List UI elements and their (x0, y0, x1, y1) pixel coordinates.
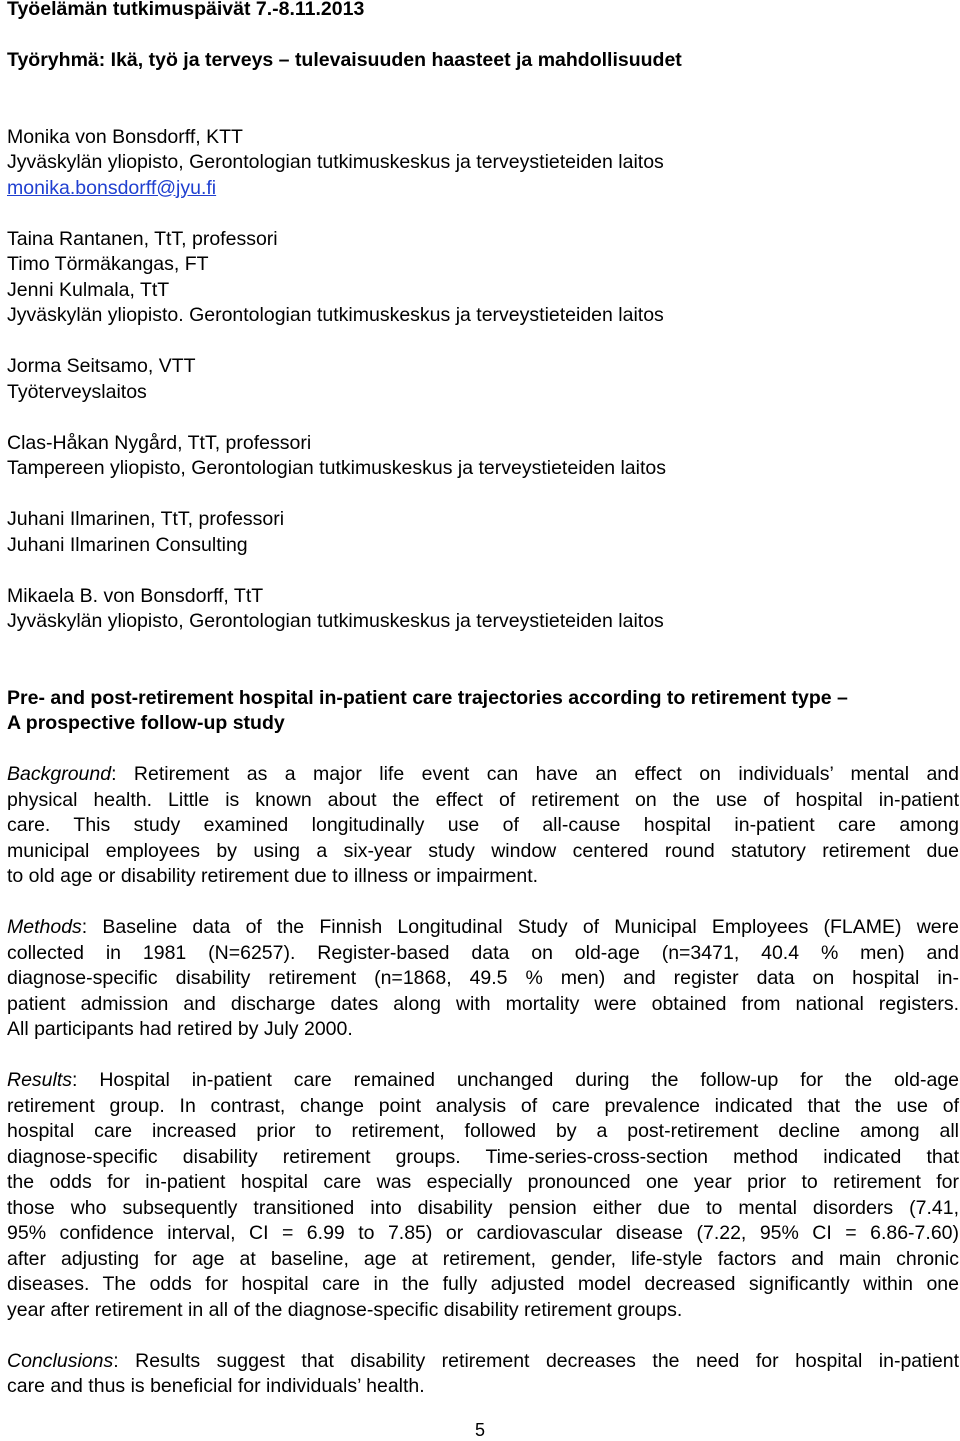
background-section (7, 762, 959, 890)
paragraph-line: patient admission and discharge dates along with mortality were obtained from national registers. (7, 992, 959, 1015)
abstract-title (7, 686, 959, 737)
author-block-3 (7, 354, 959, 405)
author-name: Timo Törmäkangas, FT (7, 253, 209, 275)
paragraph-line: those who subsequently transitioned into disability pension either due to mental disorders (7.41, (7, 1196, 959, 1219)
author-affiliation: Jyväskylän yliopisto. Gerontologian tutkimuskeskus ja terveystieteiden laitos (7, 304, 664, 326)
author-affiliation: Jyväskylän yliopisto, Gerontologian tutkimuskeskus ja terveystieteiden laitos (7, 151, 664, 173)
paragraph-line: 95% confidence interval, CI = 6.99 to 7.85) or cardiovascular disease (7.22, 95% CI = 6.86-7.60) (7, 1222, 959, 1244)
author-name: Mikaela B. von Bonsdorff, TtT (7, 584, 264, 607)
author-block-1 (7, 125, 959, 202)
author-affiliation: Jyväskylän yliopisto, Gerontologian tutkimuskeskus ja terveystieteiden laitos (7, 610, 664, 632)
paragraph-line: : Baseline data of the Finnish Longitudinal Study of Municipal Employees (FLAME) were (81, 916, 959, 938)
section-label: Conclusions (7, 1349, 114, 1372)
paragraph-line: All participants had retired by July 2000. (7, 1018, 353, 1040)
conclusions-section (7, 1349, 959, 1400)
results-section (7, 1068, 959, 1323)
paragraph-line: : Hospital in-patient care remained unchanged during the follow-up for the old-age (72, 1069, 959, 1091)
author-affiliation: Tampereen yliopisto, Gerontologian tutkimuskeskus ja terveystieteiden laitos (7, 457, 667, 479)
paragraph-line: care and thus is beneficial for individuals’ health. (7, 1375, 425, 1397)
methods-section (7, 915, 959, 1043)
workgroup-heading: Työryhmä: Ikä, työ ja terveys – tulevaisuuden haasteet ja mahdollisuudet (7, 49, 682, 71)
author-name: Jenni Kulmala, TtT (7, 278, 170, 301)
email-link[interactable]: monika.bonsdorff@jyu.fi (7, 176, 217, 199)
paragraph-line: collected in 1981 (N=6257). Register-based data on old-age (n=3471, 40.4 % men) and (7, 941, 959, 964)
event-heading: Työelämän tutkimuspäivät 7.-8.11.2013 (7, 0, 365, 20)
paragraph-line: to old age or disability retirement due to illness or impairment. (7, 865, 539, 887)
abstract-title-line: A prospective follow-up study (7, 712, 285, 734)
paragraph-line: : Retirement as a major life event can have an effect on individuals’ mental and (111, 763, 959, 785)
author-name: Monika von Bonsdorff, KTT (7, 125, 243, 148)
author-affiliation: Työterveyslaitos (7, 380, 147, 403)
author-block-6 (7, 584, 959, 635)
document-page (7, 0, 959, 1400)
section-label: Methods (7, 916, 82, 938)
page-number: 5 (474, 1420, 485, 1440)
section-label: Results (7, 1069, 73, 1091)
paragraph-line: diagnose-specific disability retirement groups. Time-series-cross-section method indicated that (7, 1145, 959, 1168)
author-block-4 (7, 431, 959, 482)
abstract-title-line: Pre- and post-retirement hospital in-patient care trajectories according to retirement type – (7, 686, 848, 709)
paragraph-line: diagnose-specific disability retirement (n=1868, 49.5 % men) and register data on hospital in- (7, 967, 959, 989)
author-name: Taina Rantanen, TtT, professori (7, 227, 278, 250)
paragraph-line: the odds for in-patient hospital care was especially pronounced one year prior to retirement for (7, 1171, 959, 1193)
paragraph-line: municipal employees by using a six-year study window centered round statutory retirement due (7, 839, 959, 862)
author-name: Jorma Seitsamo, VTT (7, 355, 196, 377)
author-name: Juhani Ilmarinen, TtT, professori (7, 508, 285, 530)
paragraph-line: hospital care increased prior to retirement, followed by a post-retirement decline among all (7, 1120, 959, 1142)
paragraph-line: year after retirement in all of the diagnose-specific disability retirement groups. (7, 1298, 683, 1321)
section-label: Background (7, 763, 112, 785)
paragraph-line: physical health. Little is known about the effect of retirement on the use of hospital in-patient (7, 788, 959, 811)
paragraph-line: retirement group. In contrast, change point analysis of care prevalence indicated that the use of (7, 1094, 959, 1117)
paragraph-line: : Results suggest that disability retirement decreases the need for hospital in-patient (113, 1349, 959, 1372)
author-block-5 (7, 507, 959, 558)
paragraph-line: diseases. The odds for hospital care in the fully adjusted model decreased significantly within one (7, 1273, 959, 1295)
author-block-2 (7, 227, 959, 329)
paragraph-line: care. This study examined longitudinally use of all-cause hospital in-patient care among (7, 814, 959, 836)
author-affiliation: Juhani Ilmarinen Consulting (7, 533, 248, 556)
paragraph-line: after adjusting for age at baseline, age at retirement, gender, life-style factors and main chronic (7, 1247, 959, 1270)
author-name: Clas-Håkan Nygård, TtT, professori (7, 431, 312, 454)
